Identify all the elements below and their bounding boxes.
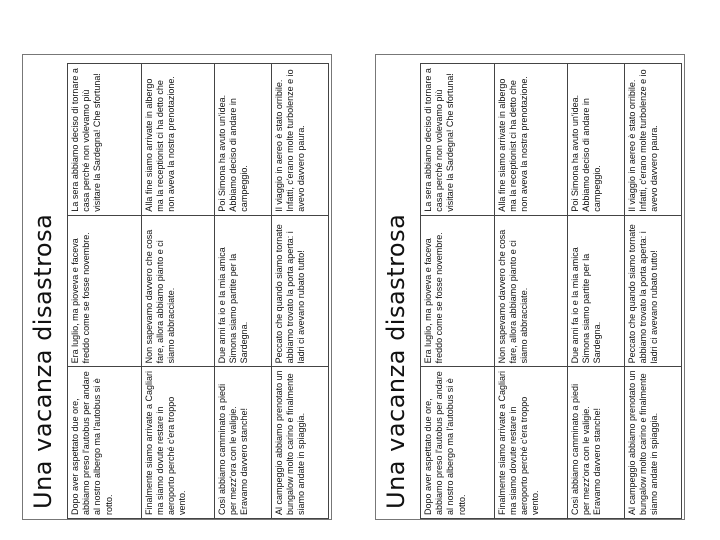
worksheet-left bbox=[22, 54, 332, 520]
card-row bbox=[568, 64, 625, 519]
story-card: Poi Simona ha avuto un'idea. Abbiamo deciso di andare in campeggio. bbox=[215, 64, 272, 216]
worksheet-title: Una vacanza disastrosa bbox=[29, 213, 57, 509]
card-row bbox=[215, 64, 272, 519]
worksheet-title: Una vacanza disastrosa bbox=[382, 213, 410, 509]
card-row bbox=[272, 64, 329, 519]
story-card: Così abbiamo camminato a piedi per mezz'ora con le valigie. Eravamo davvero stanche! bbox=[215, 367, 272, 519]
story-card: Il viaggio in aereo è stato orribile. Infatti, c'erano molte turbolenze e io avevo davvero paura. bbox=[625, 64, 682, 216]
card-row bbox=[141, 64, 215, 519]
story-card: Finalmente siamo arrivate a Cagliari ma siamo dovute restare in aeroporto perché c'era troppo vento. bbox=[141, 367, 215, 519]
story-card: Alla fine siamo arrivate in albergo ma la receptionist ci ha detto che non aveva la nostra prenotazione. bbox=[141, 64, 215, 216]
story-card: Al campeggio abbiamo prenotato un bungalow molto carino e finalmente siamo andate in spiaggia. bbox=[272, 367, 329, 519]
story-card-grid bbox=[420, 63, 682, 519]
card-row bbox=[421, 64, 495, 519]
story-card: Era luglio, ma pioveva e faceva freddo come se fosse novembre. bbox=[421, 215, 495, 367]
card-row bbox=[625, 64, 682, 519]
story-card: Peccato che quando siamo tornate abbiamo trovato la porta aperta: i ladri ci avevano rubato tutto! bbox=[272, 215, 329, 367]
story-card: Era luglio, ma pioveva e faceva freddo come se fosse novembre. bbox=[68, 215, 142, 367]
story-card: Poi Simona ha avuto un'idea. Abbiamo deciso di andare in campeggio. bbox=[568, 64, 625, 216]
story-card: Così abbiamo camminato a piedi per mezz'ora con le valigie. Eravamo davvero stanche! bbox=[568, 367, 625, 519]
story-card: Al campeggio abbiamo prenotato un bungalow molto carino e finalmente siamo andate in spiaggia. bbox=[625, 367, 682, 519]
story-card: Non sapevamo davvero che cosa fare, allora abbiamo pianto e ci siamo abbracciate. bbox=[494, 215, 568, 367]
story-card: Dopo aver aspettato due ore, abbiamo preso l'autobus per andare al nostro albergo ma l'autobus si è rotto. bbox=[421, 367, 495, 519]
story-card: La sera abbiamo deciso di tornare a casa perché non volevamo più visitare la Sardegna! Che sfortuna! bbox=[421, 64, 495, 216]
story-card: Non sapevamo davvero che cosa fare, allora abbiamo pianto e ci siamo abbracciate. bbox=[141, 215, 215, 367]
story-card: Il viaggio in aereo è stato orribile. Infatti, c'erano molte turbolenze e io avevo davvero paura. bbox=[272, 64, 329, 216]
story-card: Dopo aver aspettato due ore, abbiamo preso l'autobus per andare al nostro albergo ma l'autobus si è rotto. bbox=[68, 367, 142, 519]
story-card: Finalmente siamo arrivate a Cagliari ma siamo dovute restare in aeroporto perché c'era troppo vento. bbox=[494, 367, 568, 519]
story-card: Due anni fa io e la mia amica Simona siamo partite per la Sardegna. bbox=[568, 215, 625, 367]
story-card: Peccato che quando siamo tornate abbiamo trovato la porta aperta: i ladri ci avevano rubato tutto! bbox=[625, 215, 682, 367]
story-card-grid bbox=[67, 63, 329, 519]
story-card: Due anni fa io e la mia amica Simona siamo partite per la Sardegna. bbox=[215, 215, 272, 367]
worksheet-right bbox=[375, 54, 685, 520]
worksheet-right-content bbox=[376, 55, 686, 521]
worksheet-left-content bbox=[23, 55, 333, 521]
story-card: La sera abbiamo deciso di tornare a casa perché non volevamo più visitare la Sardegna! Che sfortuna! bbox=[68, 64, 142, 216]
card-row bbox=[494, 64, 568, 519]
card-row bbox=[68, 64, 142, 519]
story-card: Alla fine siamo arrivate in albergo ma la receptionist ci ha detto che non aveva la nostra prenotazione. bbox=[494, 64, 568, 216]
